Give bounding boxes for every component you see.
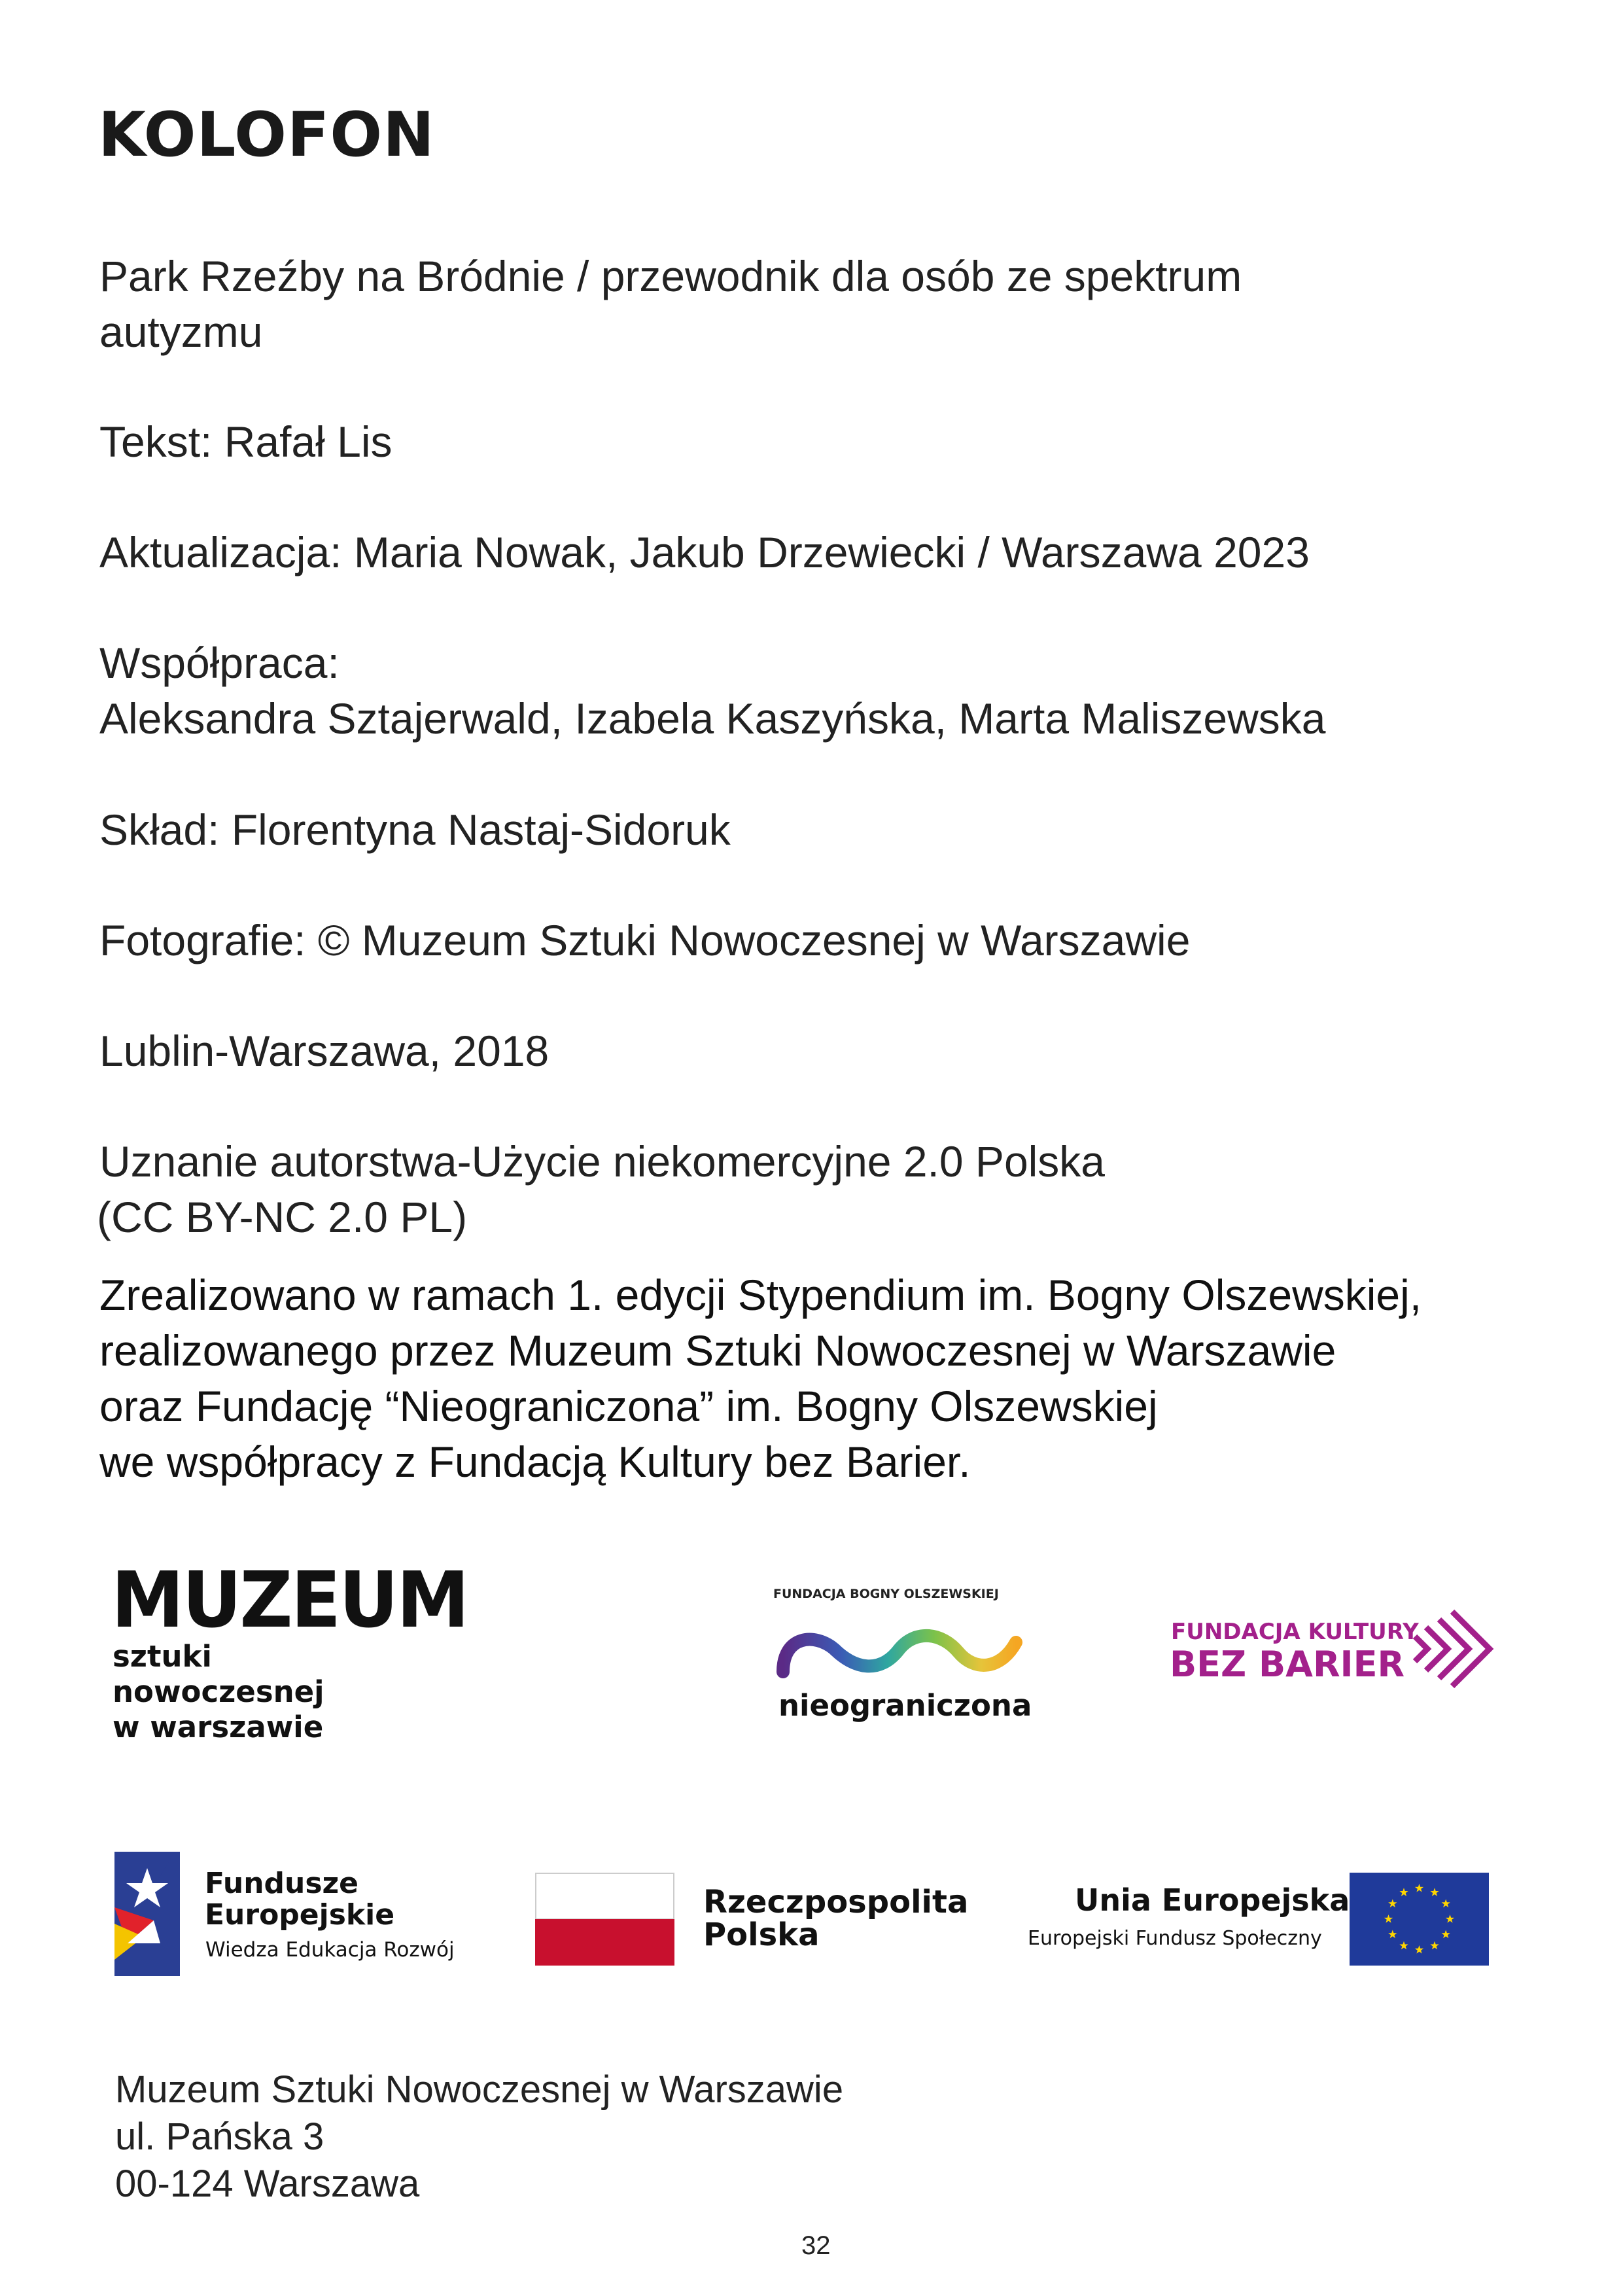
muzeum-logo-subtitle xyxy=(113,1639,324,1745)
page-title: KOLOFON xyxy=(98,99,435,171)
muzeum-logo-line-2: nowoczesnej xyxy=(113,1674,324,1709)
realization-line-1: Zrealizowano w ramach 1. edycji Stypendium im. Bogny Olszewskiej, xyxy=(99,1271,1422,1319)
unia-europejska-name: Unia Europejska xyxy=(1075,1882,1350,1918)
rzeczpospolita-polska-name xyxy=(703,1886,968,1951)
nieograniczona-logo-top: FUNDACJA BOGNY OLSZEWSKIEJ xyxy=(773,1587,999,1601)
muzeum-logo-line-3: w warszawie xyxy=(113,1710,324,1744)
fundusze-europejskie-star-icon xyxy=(114,1852,180,1976)
publication-title-line-1: Park Rzeźby na Bródnie / przewodnik dla osób ze spektrum xyxy=(99,252,1242,300)
update-credit: Aktualizacja: Maria Nowak, Jakub Drzewiecki / Warszawa 2023 xyxy=(99,528,1310,576)
publication-title-line-2: autyzmu xyxy=(99,308,263,356)
fundusze-europejskie-name xyxy=(205,1868,394,1931)
address-line-1: Muzeum Sztuki Nowoczesnej w Warszawie xyxy=(115,2068,844,2111)
muzeum-logo-line-1: sztuki xyxy=(113,1639,212,1674)
address-line-2: ul. Pańska 3 xyxy=(115,2115,324,2158)
page-number: 32 xyxy=(801,2231,831,2260)
eu-flag-icon xyxy=(1350,1873,1489,1966)
realization-note xyxy=(99,1267,1422,1490)
license-line-1: Uznanie autorstwa-Użycie niekomercyjne 2.0 Polska xyxy=(99,1137,1106,1186)
address-line-3: 00-124 Warszawa xyxy=(115,2163,420,2205)
realization-line-3: oraz Fundację “Nieograniczona” im. Bogny Olszewskiej xyxy=(99,1382,1158,1430)
text-author: Tekst: Rafał Lis xyxy=(99,417,393,466)
realization-line-4: we współpracy z Fundacją Kultury bez Barier. xyxy=(99,1438,971,1486)
rp-line-1: Rzeczpospolita xyxy=(703,1884,969,1920)
chevron-arrows-icon xyxy=(1410,1606,1495,1691)
photos-credit: Fotografie: © Muzeum Sztuki Nowoczesnej w Warszawie xyxy=(99,916,1191,964)
fundusze-line-1: Fundusze xyxy=(205,1867,358,1900)
unia-europejska-tagline: Europejski Fundusz Społeczny xyxy=(1028,1927,1322,1950)
rp-line-2: Polska xyxy=(703,1916,820,1953)
cooperation-label: Współpraca: xyxy=(99,639,340,687)
license xyxy=(99,1134,1105,1245)
museum-address xyxy=(115,2066,843,2208)
fundusze-line-2: Europejskie xyxy=(205,1898,395,1932)
polish-flag-icon xyxy=(535,1873,674,1966)
nieograniczona-logo-word: nieograniczona xyxy=(778,1688,1032,1723)
realization-line-2: realizowanego przez Muzeum Sztuki Nowoczesnej w Warszawie xyxy=(99,1326,1336,1375)
fundusze-tagline: Wiedza Edukacja Rozwój xyxy=(205,1938,455,1962)
cooperation-names: Aleksandra Sztajerwald, Izabela Kaszyńska, Marta Maliszewska xyxy=(99,694,1326,743)
license-line-2: (CC BY-NC 2.0 PL) xyxy=(97,1193,468,1241)
fkbb-logo-line-1: FUNDACJA KULTURY xyxy=(1171,1619,1419,1645)
typesetting-credit: Skład: Florentyna Nastaj-Sidoruk xyxy=(99,805,731,854)
fkbb-logo-line-2: BEZ BARIER xyxy=(1170,1644,1405,1685)
muzeum-logo-word: MUZEUM xyxy=(111,1555,468,1646)
publication-title xyxy=(99,249,1242,360)
cooperation-credit xyxy=(99,635,1325,747)
place-year: Lublin-Warszawa, 2018 xyxy=(99,1027,550,1075)
rainbow-wave-icon xyxy=(775,1623,1024,1685)
